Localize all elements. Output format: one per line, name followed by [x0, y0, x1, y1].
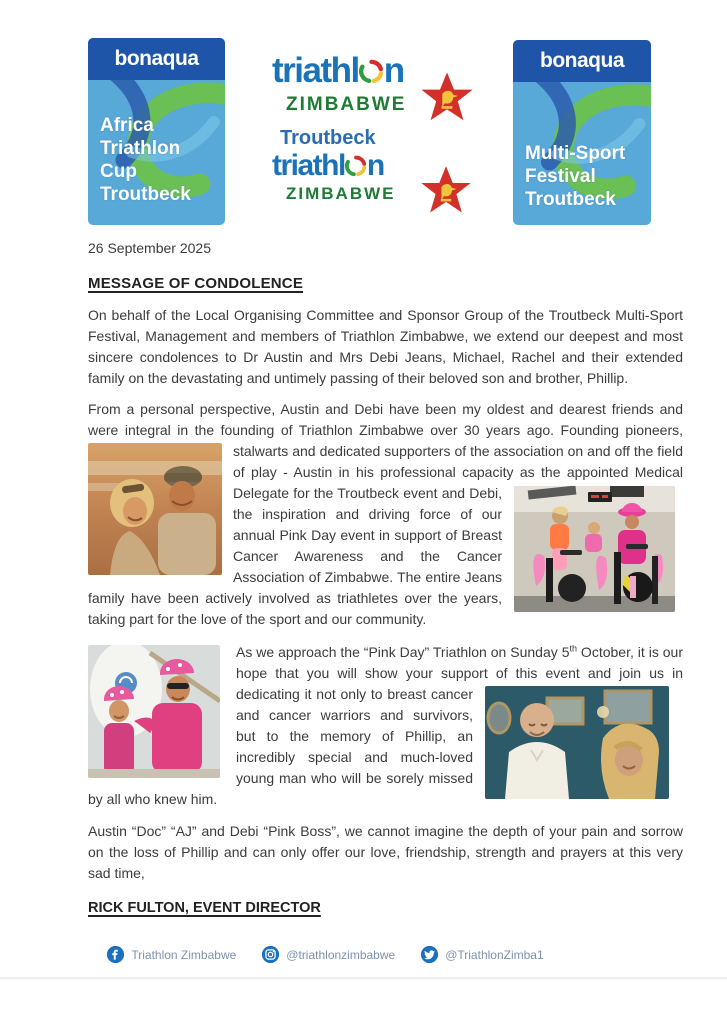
paragraph-2-text-b: Medical Delegate for the Troutbeck event and Debi, the inspiration and driving force of our annual Pink Day event in support of Breast Cancer Awareness and the Cancer Association of Zimbabwe. The entire Jeans family have been actively involved as triathletes over the years, taking part for the love of the sport and our community. — [88, 464, 683, 627]
facebook-handle — [107, 946, 236, 963]
zimbabwe-star-icon — [420, 165, 472, 217]
paragraph-2: From a personal perspective, Austin and Debi have been my oldest and dearest friends and were integral in the founding of Triathlon Zimbabwe over 30 years ago. Founding pioneers, — [88, 401, 683, 438]
photo-family-selfie — [485, 686, 669, 799]
letter-body — [88, 230, 683, 919]
logo-africa-triathlon-cup — [88, 38, 225, 225]
photo-austin-debi-sunset — [88, 443, 222, 575]
zimbabwe-star-icon — [420, 71, 474, 125]
paragraph-3-text-c: in dedicating it not only to breast cancer and cancer warriors and survivors, but to the memory of Phillip, an incredibly special and much-loved young man who will be sorely missed by all who knew him. — [88, 665, 683, 807]
social-footer — [0, 946, 689, 963]
logo-triathlon-zimbabwe — [272, 51, 468, 223]
paragraph-3-text-a: As we approach the “Pink Day” Triathlon on Sunday 5 — [236, 644, 570, 660]
letter-title: MESSAGE OF CONDOLENCE — [88, 275, 304, 292]
instagram-icon — [262, 946, 279, 963]
zimbabwe-wordmark: ZIMBABWE — [286, 94, 407, 115]
bonaqua-brand-text: bonaqua — [114, 47, 199, 70]
bonaqua-brand-text: bonaqua — [540, 49, 624, 72]
ordinal-suffix: th — [569, 643, 577, 654]
signature: RICK FULTON, EVENT DIRECTOR — [88, 900, 321, 916]
paragraph-3-text-b: October, it is our hope that you will show your support of this event and join us — [236, 644, 683, 681]
paragraph-2-text-a: stalwarts and dedicated supporters of the association on and off the field of play - Austin in his professional capacity as the appointed — [233, 443, 683, 480]
twitter-handle — [421, 946, 543, 963]
zimbabwe-wordmark-2: ZIMBABWE — [286, 184, 396, 203]
twitter-icon — [421, 946, 438, 963]
instagram-handle — [262, 946, 395, 963]
letter-date: 26 September 2025 — [88, 240, 211, 256]
bonaqua-wordmark — [88, 38, 225, 80]
troutbeck-wordmark: Troutbeck — [280, 127, 376, 149]
footer-divider — [0, 977, 727, 979]
triathlon-wordmark: triathl n — [272, 51, 404, 90]
instagram-label: @triathlonzimbabwe — [286, 947, 396, 962]
logo-multisport-festival — [513, 40, 651, 225]
paragraph-1: On behalf of the Local Organising Committee and Sponsor Group of the Troutbeck Multi-Sport Festival, Management and members of Triathlon Zimbabwe, we extend our deepest and most sincere condolences to Dr Austin and Mrs Debi Jeans, Michael, Rachel and their extended family on the devastating and untimely passing of their beloved son and brother, Phillip. — [88, 307, 683, 386]
bonaqua-wordmark — [513, 40, 651, 82]
triathlon-o-swirl-icon — [345, 151, 367, 173]
twitter-label: @TriathlonZimba1 — [445, 947, 544, 962]
paragraph-4: Austin “Doc” “AJ” and Debi “Pink Boss”, we cannot imagine the depth of your pain and sorrow on the loss of Phillip and can only offer our love, friendship, strength and prayers at this very sad time, — [88, 823, 683, 881]
facebook-icon — [107, 946, 124, 963]
paragraph-3 — [88, 642, 683, 810]
triathlon-wordmark-2: triathl n — [272, 149, 384, 182]
triathlon-o-swirl-icon — [359, 53, 384, 78]
right-logo-caption: Multi-Sport Festival Troutbeck — [525, 143, 626, 210]
photo-pink-day-spin-class — [514, 486, 675, 612]
photo-pink-day-athletes — [88, 645, 220, 778]
facebook-label: Triathlon Zimbabwe — [131, 947, 237, 962]
left-logo-caption: Africa Triathlon Cup Troutbeck — [100, 115, 191, 205]
paragraph-2-continued — [88, 441, 683, 630]
